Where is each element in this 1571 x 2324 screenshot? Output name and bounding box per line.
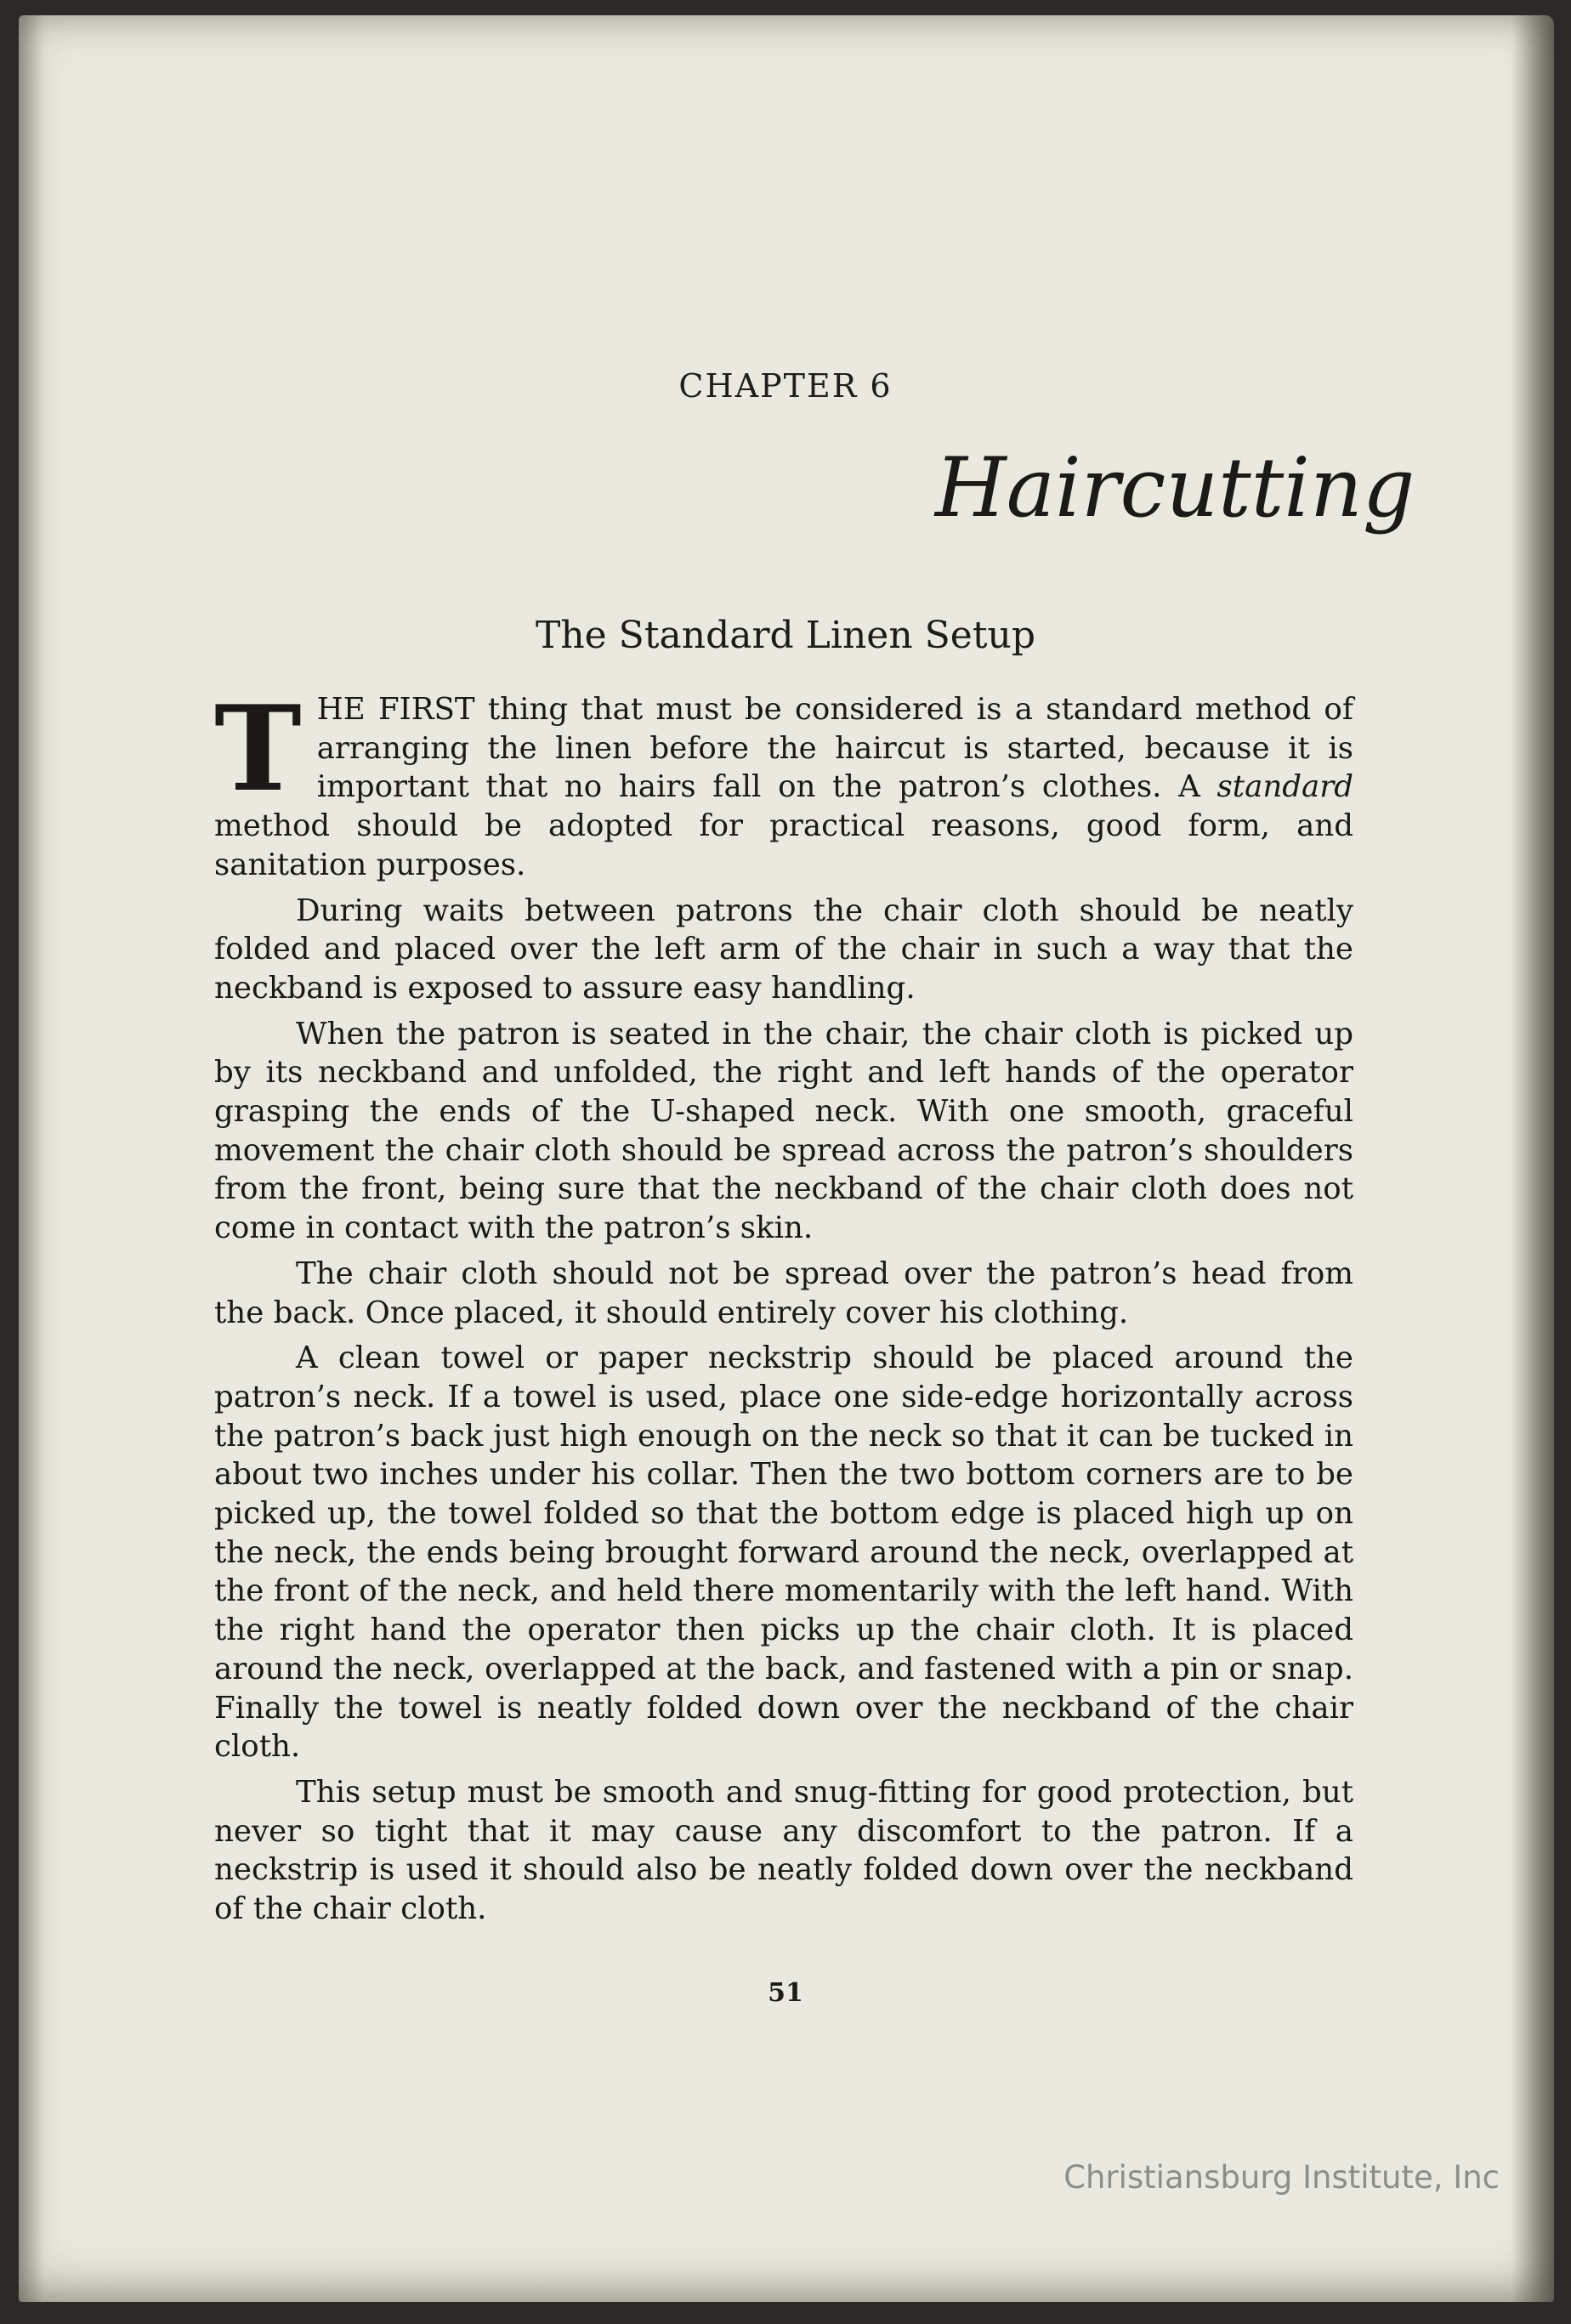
paragraph-1 — [214, 679, 1353, 885]
paragraph-1-text-b: method should be adopted for practical reasons, good form, and sanitation purposes. — [214, 808, 1353, 882]
chapter-title: Haircutting — [935, 440, 1415, 536]
watermark: Christiansburg Institute, Inc — [1063, 2159, 1500, 2196]
paragraph-2: During waits between patrons the chair cloth should be neatly folded and placed over the left arm of the chair in such a way that the neckband is exposed to assure easy handling. — [214, 893, 1353, 1006]
body-text — [214, 679, 1353, 1936]
paragraph-1-italic: standard — [1217, 769, 1353, 805]
chapter-label: CHAPTER 6 — [678, 367, 893, 405]
section-heading: The Standard Linen Setup — [535, 614, 1036, 657]
paragraph-1-text-a: HE FIRST thing that must be considered is a standard method of arranging the linen before the haircut is started, because it is important that no hairs fall on the patron’s clothes. A — [316, 692, 1353, 805]
paragraph-6: This setup must be smooth and snug-fitting for good protection, but never so tight that it may cause any discomfort to the patron. If a neckstrip is used it should also be neatly folded down over the neckband of the chair cloth. — [214, 1774, 1353, 1927]
drop-cap: T — [214, 679, 302, 818]
page-number: 51 — [768, 1978, 803, 2008]
paragraph-3: When the patron is seated in the chair, the chair cloth is picked up by its neckband and unfolded, the right and left hands of the operator grasping the ends of the U-shaped neck. With one smooth, graceful movement the chair cloth should be spread across the patron’s shoulders from the front, being sure that the neckband of the chair cloth does not come in contact with the patron’s skin. — [214, 1016, 1353, 1246]
paragraph-4: The chair cloth should not be spread over the patron’s head from the back. Once placed, it should entirely cover his clothing. — [214, 1256, 1353, 1330]
paragraph-5: A clean towel or paper neckstrip should be placed around the patron’s neck. If a towel is used, place one side-edge horizontally across the patron’s back just high enough on the neck so that it can be tucked in about two inches under his collar. Then the two bottom corners are to be picked up, the towel folded so that the bottom edge is placed high up on the neck, the ends being brought forward around the neck, overlapped at the front of the neck, and held there momentarily with the left hand. With the right hand the operator then picks up the chair cloth. It is placed around the neck, overlapped at the back, and fastened with a pin or snap. Finally the towel is neatly folded down over the neckband of the chair cloth. — [214, 1341, 1353, 1765]
